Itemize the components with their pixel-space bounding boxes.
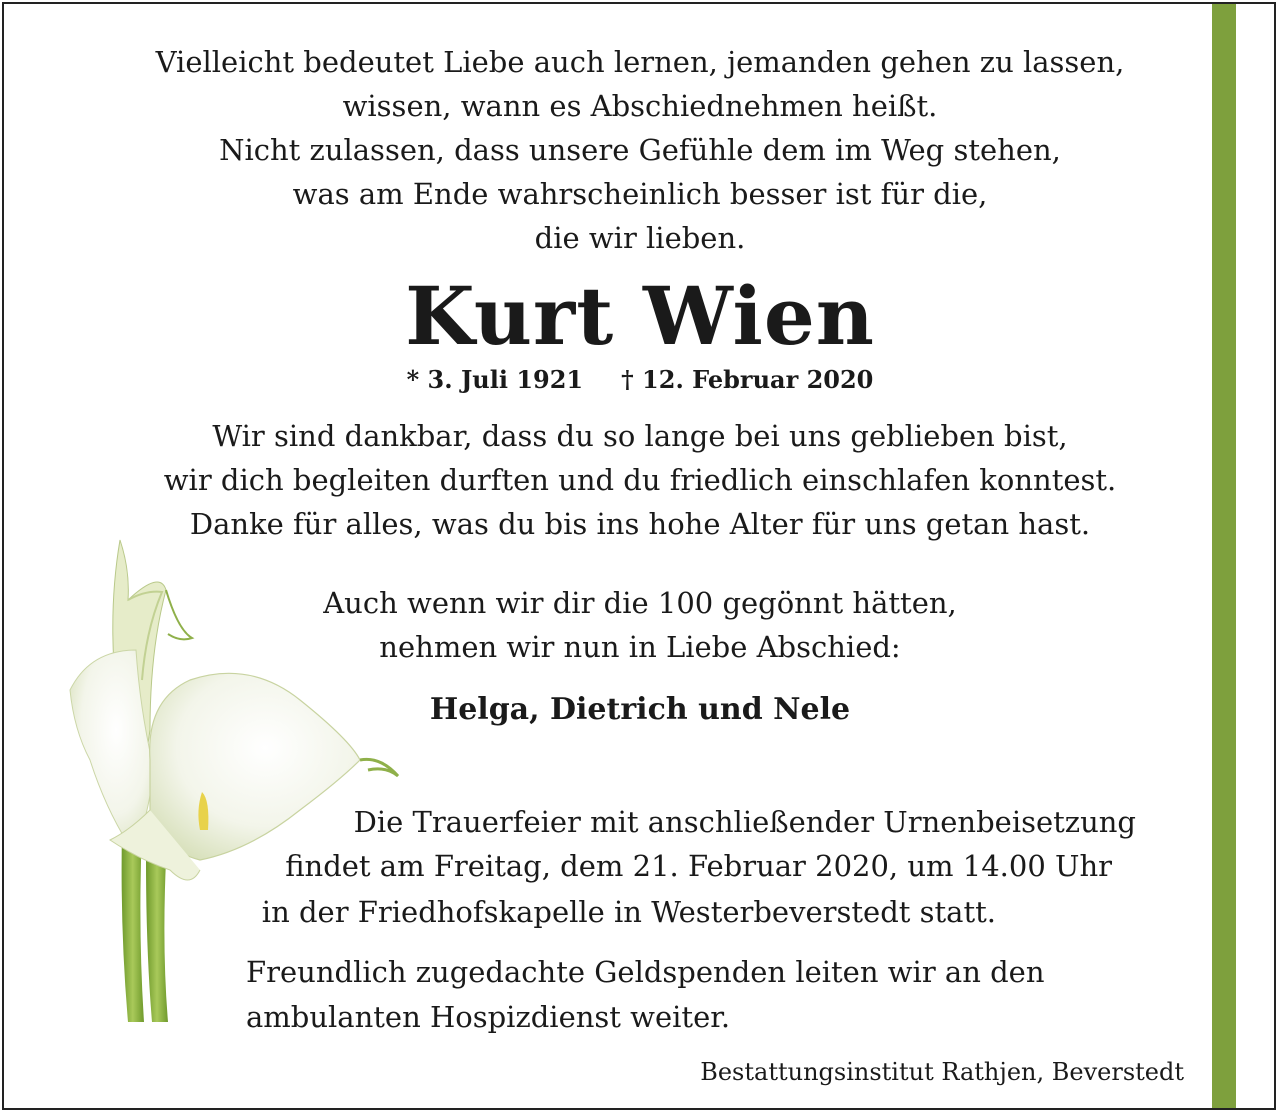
farewell-line: Auch wenn wir dir die 100 gegönnt hätten, (323, 586, 957, 620)
thanks-text (0, 414, 1280, 546)
farewell-text (0, 581, 1280, 669)
service-line: Die Trauerfeier mit anschließender Urnenbeisetzung (353, 805, 1136, 839)
thanks-line: wir dich begleiten durften und du friedlich einschlafen konntest. (163, 463, 1117, 497)
poem-line: Nicht zulassen, dass unsere Gefühle dem im Weg stehen, (219, 133, 1061, 167)
poem-line: die wir lieben. (534, 221, 746, 255)
poem-line: wissen, wann es Abschiednehmen heißt. (342, 89, 938, 123)
family-names: Helga, Dietrich und Nele (429, 692, 851, 727)
farewell-line: nehmen wir nun in Liebe Abschied: (379, 630, 901, 664)
poem-line: was am Ende wahrscheinlich besser ist für die, (292, 177, 988, 211)
undertaker-credit: Bestattungsinstitut Rathjen, Beverstedt (700, 1058, 1184, 1086)
deceased-name: Kurt Wien (405, 269, 875, 363)
thanks-line: Danke für alles, was du bis ins hohe Alter für uns getan hast. (189, 507, 1091, 541)
service-line: in der Friedhofskapelle in Westerbeverstedt statt. (261, 895, 996, 929)
death-date: † 12. Februar 2020 (621, 365, 874, 394)
donation-line: Freundlich zugedachte Geldspenden leiten wir an den (246, 955, 1045, 989)
life-dates (0, 360, 1280, 400)
service-line: findet am Freitag, dem 21. Februar 2020, um 14.00 Uhr (285, 849, 1112, 883)
poem-text (0, 40, 1280, 260)
poem-line: Vielleicht bedeutet Liebe auch lernen, jemanden gehen zu lassen, (155, 45, 1125, 79)
donation-line: ambulanten Hospizdienst weiter. (246, 1000, 731, 1034)
thanks-line: Wir sind dankbar, dass du so lange bei uns geblieben bist, (212, 419, 1068, 453)
birth-date: * 3. Juli 1921 (406, 365, 584, 394)
